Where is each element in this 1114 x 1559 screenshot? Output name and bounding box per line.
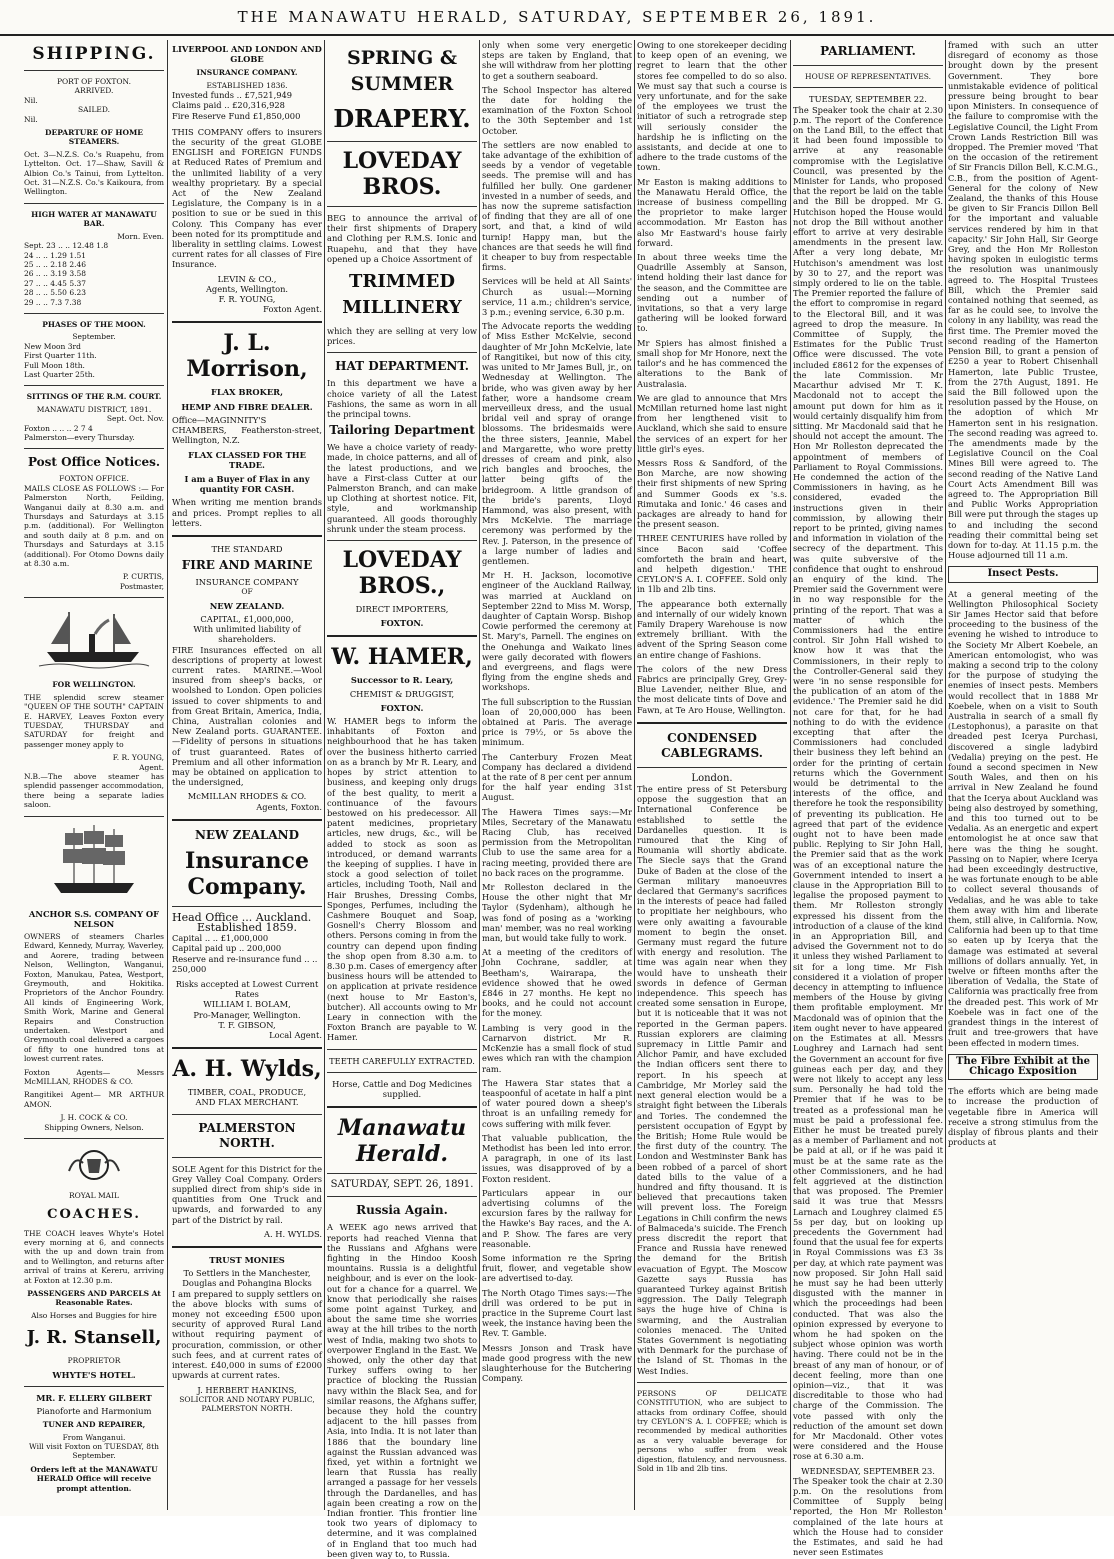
column-rule (479, 40, 480, 1510)
hemp-dealer: HEMP AND FIBRE DEALER. (181, 401, 313, 412)
article-para: only when some very energetic steps are taken by England, that she will withdraw from her plotting to get a southern seaboard. (482, 40, 632, 81)
tide-row: 28 .. .. 5.50 6.23 (24, 288, 87, 298)
tailoring-text: We have a choice variety of ready-made, in choice patterns, and all of the latest productions, and we have a First-class Cutter at our Palmerston Branch, and can make up Clothing at shortest notice. Fit, style, and workmanship guaranteed. All goods thoroughly shrunk under the steam process. (327, 442, 477, 534)
court-district: MANAWATU DISTRICT, 1891. (36, 404, 152, 414)
article-para: Mr Spiers has almost finished a small shop for Mr Honore, next the tailor's and he has commenced the alterations to the Bank of Australasia. (637, 337, 787, 389)
mcmillan: McMILLAN RHODES & CO. (187, 791, 307, 802)
morrison: J. L. Morrison, (186, 330, 308, 383)
flax-merchant: AND FLAX MERCHANT. (195, 1097, 299, 1108)
hamer: W. HAMER, (331, 644, 473, 671)
steamer-icon (39, 604, 149, 674)
article-para: The North Otago Times says:—The drill was ordered to be put in practice in the Supreme Court last week, the instance having been the Rev. T. Gamble. (482, 1287, 632, 1339)
court-foxton: Foxton .. .. .. 2 7 4 (24, 423, 93, 433)
house-title: HOUSE OF REPRESENTATIVES. (805, 72, 931, 81)
insurance-company: INSURANCE COMPANY (195, 577, 299, 588)
article-para: The settlers are now enabled to take advantage of the exhibition of seeds by a vendor of vegetable seeds. The premise will and has fulfilled her bully. One gardener invested in a number of seeds, and has now the supreme satisfaction of finding that they are all of one sort, and that, a kind of wild turnip! Happy man, but the chances are that seeds he will find it cheaper to buy from respectable firms. (482, 139, 632, 273)
tuesday-heading: TUESDAY, SEPTEMBER 22. (809, 94, 927, 105)
post-office: FOXTON OFFICE. (59, 474, 129, 484)
moon-month: September. (72, 332, 116, 342)
wellington-title: FOR WELLINGTON. (52, 680, 136, 690)
herald-title: Manawatu Herald. (337, 1115, 467, 1168)
established: ESTABLISHED 1836. (206, 80, 288, 90)
bolam-role: Pro-Manager, Wellington. (193, 1009, 301, 1020)
nz-ins-title: NEW ZEALAND (194, 827, 300, 842)
article-para: The Hawera Star states that a teaspoonful of acetate in half a pint of water poured down a sheep's throat is an unfailing remedy for cows suffering with milk fever. (482, 1077, 632, 1129)
article-para: Messrs Ross & Sandford, of the Bon Marche, are now showing their first shipments of new Spring and Summer Goods ex 's.s. Rimutaka and Ionic.' 46 cases and packages are already to hand for the present season. (637, 457, 787, 530)
moon-row: First Quarter 11th. (24, 351, 97, 361)
russia-title: Russia Again. (356, 1203, 448, 1218)
invested-funds: Invested funds .. £7,521,949 (172, 90, 293, 101)
fire-text: FIRE Insurances effected on all descriptions of property at lowest current rates. MARINE.—Wool insured from sheep's backs, or woolshed to London. Open policies issued to cover shipments to and from Great Britain, America, India, China, Australian colonies and New Zealand ports. GUARANTEE.—Fidelity of persons in situations of trust guaranteed. Rates of Premium and all other information may be obtained on application to the undersigned, (172, 644, 322, 788)
liverpool-title: LIVERPOOL AND LONDON AND GLOBE (172, 44, 322, 65)
departure-text: Oct. 3—N.Z.S. Co.'s Ruapehu, from Lyttelton. Oct. 17—Shaw, Savill & Albion Co.'s Tainui, from Lyttelton. Oct. 31—N.Z.S. Co.'s Kaikoura, from Wellington. (24, 149, 164, 197)
court-palmerston: Palmerston—every Thursday. (24, 433, 135, 442)
moon-row: Last Quarter 25th. (24, 369, 95, 379)
article-para: The Hawera Times says:—Mr Miles, Secretary of the Manawatu Racing Club, has received permission from the Metropolitan Club to use the same area for a racing meeting, provided there are no back races on the programme. (482, 806, 632, 878)
risks: Risks accepted at Lowest Current Rates (175, 979, 319, 1000)
hamer-foxton: FOXTON. (380, 702, 424, 713)
palmerston: PALMERSTON NORTH. (198, 1120, 296, 1150)
moon-row: Full Moon 18th. (24, 360, 85, 370)
young: F. R. YOUNG, (218, 294, 276, 305)
hankins-role: SOLICITOR AND NOTARY PUBLIC, (179, 1394, 315, 1404)
capital: CAPITAL, £1,000,000, (200, 613, 294, 624)
parliament-text: The Speaker took the chair at 2.30 p.m. The report of the Conference on the Land Bill, to the effect that it had been found impossible to arrive at any reasonable compromise with the Legislative Council, was presented by the Minister for Lands, who proposed that the report be laid on the table and the Bill be dropped. Mr G. Hutchison hoped the House would not drop the Bill without another effort to arrive at very desirable amendments in the present law. After a very long debate, Mr Hutchison's amendment was lost by 30 to 27, and the report was simply ordered to lie on the table. The Premier reported the failure of the effort to compromise in regard to the Electoral Bill, and it was agreed to drop the measure. In Committee of Supply, the Estimates for the Public Trust Office were discussed. The vote included £8612 for the expenses of the late Commission. Mr Macarthur advised Mr T. K. Macdonald not to accept the amount put down for him as it would certainly disqualify him from sitting. Mr Macdonald said that he should not accept the amount. The Hon Mr Rolleston deprecated the appointment of members of Parliament to Royal Commissions. He condemned the action of the Commissioners in having, as he considered, evaded the instructions given in their commission, by allowing their report to be printed, giving names and information in violation of the secrecy of the department. This was quite subversive of the confidence that ought to enshroud an enquiry of the kind. The Premier said the Government were in no way responsible for the printing of the report. That was a matter of which the Commissioners had the entire control. Sir John Hall wished to know how it was that the Commissioners, in their reply to the Controller-General said they were 'in no sense responsible for the publication of an atom of the evidence.' The Premier said he did not care for that, for he had nothing to do with the evidence excepting that after the Commissioners had concluded their business they left behind an order for the printing of certain returns which the Government would be detrimental to the interests of the office, and therefore he took the responsibility of preventing its publication. He agreed that part of the evidence ought not to have been made public. Replying to Sir John Hall, the Premier said that as the work was of an exceptional nature the Government intended to insert a clause in the Appropriation Bill to legalise the proposed payment to them. Mr Rolleston strongly expressed his dissent from the introduction of a clause of the kind in an Appropriation Bill, and advised the Government not to do it unless they wished Parliament to sit for a long time. Mr Fish considered it a violation of proper decency in attempting to influence members of the House by giving them profitable employment. Mr Macdonald was of opinion that the item ought never to have appeared on the Estimates at all. Messrs Loughrey and Larnach had sent the Government an account for five guineas each per day, and they were not likely to accept any less sum. Personally he had told the Premier that if he was to be treated as a professional man he must be paid a professional fee. Either he must be treated purely as a member of Parliament and not be paid at all, or if he was paid it must be at the same rate as the other Commissioners, and he had felt aggrieved at the distinction that was proposed. The Premier said it was true that Messrs Larnach and Loughrey claimed £5 5s per day, but on looking up precedents the Government had found that the usual fee for experts in Royal Commissions was £3 3s per day, at which rate payment was now proposed. Sir John Hall said he must say he had been utterly disgusted with the manner in which the proceedings had been conducted. That was also the opinion expressed by everyone to whom he had spoken on the subject whose opinion was worth having. There could not be in the breast of any man of honour, or of decent feeling, more than one opinion—viz., that it was discreditable to those who had charge of the Commission. The vote passed with only the reduction of the amount set down for Mr Macdonald. Other votes were considered and the House rose at 6.30 a.m. (793, 104, 943, 1462)
article-para: That valuable publication, the Methodist has been led into error. A paragraph, in one of its last issues, was disapproved of by a Foxton resident. (482, 1132, 632, 1184)
steamer-illustration (39, 604, 149, 674)
tide-row: 29 .. .. 7.3 7.38 (24, 297, 82, 307)
article-para: Lambing is very good in the Carnarvon district. Mr R. McKenzie has a small flock of stud ewes which ran with the champion ram. (482, 1022, 632, 1074)
drapery: DRAPERY. (333, 104, 471, 133)
wellington-agent: F. R. YOUNG, (112, 753, 164, 763)
capital-row: Capital .. .. £1,000,000 (172, 933, 269, 944)
trust-sub: To Settlers in the Manchester, Douglas and Pohangina Blocks (182, 1268, 312, 1289)
wellington-nb: N.B.—The above steamer has splendid passenger accommodation, there being a separate ladies saloon. (24, 771, 164, 810)
anchor-cook: J. H. COCK & CO. (60, 1113, 128, 1123)
head-office: Head Office ... Auckland. (172, 910, 312, 924)
column-4 (482, 40, 632, 1510)
teeth: TEETH CAREFULLY EXTRACTED. (329, 1055, 475, 1066)
hat-text: In this department we have a choice variety of all the Latest Fashions, the same as worn in all the principal towns. (327, 378, 477, 420)
sailed-label: SAILED. (77, 105, 111, 115)
buyer: I am a Buyer of Flax in any quantity FOR CASH. (184, 473, 310, 495)
masthead: THE MANAWATU HERALD, SATURDAY, SEPTEMBER 26, 1891. (0, 0, 1114, 36)
russia-text: A WEEK ago news arrived that reports had reached Vienna that the Russians and Afghans were fighting in the Hindoo Koosh mountains. Russia is a delightful neighbour, and is ever on the look-out for a chance for a quarrel. We know that periodically she raises some point against Turkey, and about the same time she worries away at the hill tribes to the north west of India, making two shots to overpower England in the East. We showed, only the other day that Turkey suffers owing to her practice of blocking the Russian navy within the Black Sea, and for similar reasons, the Afghans suffer, because they hold the country adjacent to the hill passes from Asia, into India. It is not later than 1886 that the boundary line against the Russian advanced was fixed, yet within a fortnight we learn that Russia has really arranged a passage for her vessels through the Dardanelles, and has again been creating a row on the Indian frontier. This frontier line took two years of diplomacy to determine, and it was complained of in England that too much had been given way to, to Russia. (327, 1222, 477, 1559)
gilbert-orders: Orders left at the MANAWATU HERALD Office will receive prompt attention. (30, 1464, 158, 1493)
departure-title: DEPARTURE OF HOME STEAMERS. (44, 128, 144, 147)
article-para: Mr H. H. Jackson, locomotive engineer of the Auckland Railway, was married at Auckland on September 22nd to Miss M. Worsp, daughter of Captain Worsp. Bishop Cowie performed the ceremony at St. Mary's, Parnell. The engines on the Onehunga and Waikato lines were gaily decorated with flowers and evergreens, and flags were flying from the engine sheds and workshops. (482, 570, 632, 693)
stansell: J. R. Stansell, (26, 1327, 162, 1349)
crest-icon (39, 1145, 149, 1185)
tide-title: HIGH WATER AT MANAWATU BAR. (31, 209, 157, 229)
anchor-title: ANCHOR S.S. COMPANY OF NELSON (28, 908, 160, 929)
article-para: Particulars appear in our advertising columns of the excursion fares by the railway for the Hawke's Bay races, and the A. and P. Show. The fares are very reasonable. (482, 1187, 632, 1249)
fibre-text: The efforts which are being made to increase the production of vegetable fibre in America will receive a strong stimulus from the display of fibrous plants and their products at (948, 1086, 1098, 1148)
loveday-bros: LOVEDAY BROS. (342, 148, 462, 200)
hat-department: HAT DEPARTMENT. (335, 359, 469, 374)
article-para: The colors of the new Dress Fabrics are principally Grey, Grey-Blue Lavender, neither Blue, and the most delicate tints of Dove and Fawn, at Te Aro House, Wellington. (637, 663, 787, 715)
pests-title: Insect Pests. (948, 566, 1098, 582)
fibre-title: The Fibre Exhibit at the Chicago Exposition (948, 1054, 1098, 1080)
proprietor: PROPRIETOR (67, 1356, 121, 1366)
article-para: The Advocate reports the wedding of Miss Esther McKelvie, second daughter of Mr John McKelvie, late of Rangitikei, but now of this city, was united to Mr James Bull, jr., on Wednesday at Wellington. The bride, who was given away by her father, wore a handsome cream merveilleux dress, and the usual bridal veil and spray of orange blossoms. The bridesmaids were the three sisters, Jeannie, Mabel and Margarette, who wore pretty dresses of cream and pink, also rich bangles and brooches, the latter being gifts of the bridegroom. A little grandson of the bride's parents, Lloyd Hammond, was also present, with Mrs McKelvie. The marriage ceremony was performed by the Rev. J. Paterson, in the presence of a large number of ladies and gentlemen. (482, 321, 632, 566)
gilbert-tuner: TUNER AND REPAIRER, (42, 1420, 146, 1430)
trust-title: TRUST MONIES (209, 1255, 285, 1266)
young-role: Foxton Agent. (263, 304, 322, 315)
port-title: PORT OF FOXTON. (56, 77, 131, 86)
tide-row: 26 .. .. 3.19 3.58 (24, 269, 87, 279)
morrison-office: Office—MAGINNITY'S CHAMBERS, Featherston-street, Wellington, N.Z. (172, 414, 322, 446)
loveday-text: BEG to announce the arrival of their first shipments of Drapery and Clothing per R.M.S. Ionic and Ruapehu, and that they have opened up a Choice Assortment of (327, 213, 477, 264)
est1859: Established 1859. (197, 921, 297, 934)
wylds: A. H. Wylds, (172, 1056, 322, 1083)
column-rule (167, 40, 168, 1510)
arrived-label: ARRIVED. (74, 86, 114, 96)
hankins: J. HERBERT HANKINS, (197, 1384, 297, 1395)
gibson-role: Local Agent. (269, 1030, 322, 1041)
ins-company: Insurance Company. (185, 847, 309, 900)
liability: With unlimited liability of shareholders. (193, 624, 301, 645)
bolam: WILLIAM I. BOLAM, (203, 999, 291, 1010)
article-para: The Canterbury Frozen Meat Company has declared a dividend at the rate of 8 per cent per annum for the half year ending 31st August. (482, 751, 632, 803)
company-text: THIS COMPANY offers to insurers the security of the great GLOBE ENGLISH and FOREIGN FUNDS at Reduced Rates of Premium and the unlimited liability of a very wealthy proprietary. By a special Act of the New Zealand Legislature, the Company is in a position to sue or be sued in this Colony. This Company has ever been noted for its promptitude and liberality in settling claims. Lowest current rates for all classes of Fire Insurance. (172, 126, 322, 270)
claims-paid: Claims paid .. £20,316,928 (172, 100, 285, 111)
capital-paid-row: Capital paid up .. 200,000 (172, 943, 282, 954)
horse-medicines: Horse, Cattle and Dog Medicines supplied. (332, 1078, 472, 1099)
wylds-sign: A. H. WYLDS. (264, 1228, 322, 1239)
timber: TIMBER, COAL, PRODUCE, (187, 1087, 307, 1098)
article-para: In about three weeks time the Quadrille Assembly at Sanson, intend holding their last dance for the season, and the Committee are sending out a number of invitations, so that a very large gathering will be looked forward to. (637, 252, 787, 334)
issue-date: SATURDAY, SEPT. 26, 1891. (330, 1179, 474, 1191)
trust-text: I am prepared to supply settlers on the above blocks with sums of money not exceeding £500 upon security of approved Rural Land without requiring payment of procuration, commission, or other such fees, and at current rates of interest. £40,000 in sums of £2000 upwards at current rates. (172, 1288, 322, 1381)
pests-text: At a general meeting of the Wellington Philosophical Society Sir James Hector said that before proceeding to the business of the evening he wished to introduce to the Society Mr Albert Koebele, an American entomologist, who was making a second trip to the colony for the purpose of studying the enemies of insect pests. Members would recollect that in 1888 Mr Koebele, when on a visit to South Australia in search of a small fly (Lestophonus), a parasite on that dreaded pest Icerya Purchasi, discovered a single ladybird (Vedalia) preying on the pest. He found a second specimen in New South Wales, and then on his arrival in New Zealand he found that the Icerya about Auckland was being also destroyed by something, and this too turned out to be Vedalia. As an energetic and expert entomologist he at once saw that here was the thing he sought. Passing on to Napier, where Icerya had been exceedingly destructive, he was fortunate enough to be able to collect several thousands of Vedalias, and he was able to take them away with him and liberate them, still alive, in California. Now, California had been up to that time so eaten up by Icerya that the damage was estimated at several millions of dollars annually. Yet, in twelve or fifteen months after the liberation of Vedalia, the State of California was practically free from the dreaded pest. This work of Mr Koebele was in fact one of the grandest things in the interest of fruit and tree-growers that have been effected in modern times. (948, 588, 1098, 1048)
standard-title: THE STANDARD (211, 543, 283, 554)
article-para: The appearance both externally and internally of our widely known Family Drapery Warehouse is now extremely brilliant. With the advent of the Spring Season come an entire change of Fashions. (637, 598, 787, 660)
trimmed-millinery: TRIMMED MILLINERY (342, 271, 462, 319)
buyer-note: When writing me mention brands and prices. Prompt replies to all letters. (172, 497, 322, 528)
royal-arms-illustration (39, 1145, 149, 1185)
moon-title: PHASES OF THE MOON. (42, 319, 146, 329)
article-para: Mr Easton is making additions to the Manawatu Herald Office, the increase of business compelling the proprietor to make larger accommodation. Mr Easton has also Mr Eastward's house fairly forward. (637, 176, 787, 248)
chemist: CHEMIST & DRUGGIST, (349, 688, 455, 699)
tide-row: 25 .. .. 2.18 2.46 (24, 259, 87, 269)
tide-row: Sept. 23 .. .. 12.48 1.8 (24, 241, 109, 251)
column-7 (948, 40, 1098, 1510)
tide-head: Morn. Even. (117, 231, 164, 241)
anchor-cook-role: Shipping Owners, Nelson. (44, 1122, 144, 1132)
article-para: At a meeting of the creditors of John Cochrane, saddler, at Beetham's, Wairarapa, the evidence showed that he owed £846 in 27 months. He kept no books, and he could not account for the money. (482, 947, 632, 1019)
arrived-nil: Nil. (24, 95, 38, 105)
column-rule (634, 40, 635, 1510)
article-para: We are glad to announce that Mrs McMillan returned home last night from her lengthened visit to Auckland, which she said to ensure the services of an expert for her little girl's eyes. (637, 392, 787, 454)
levin: LEVIN & CO., (217, 273, 277, 284)
post-signed: P. CURTIS, (122, 572, 164, 582)
gilbert-title: MR. F. ELLERY GILBERT (36, 1392, 152, 1403)
gilbert-line: Pianoforte and Harmonium (36, 1405, 152, 1416)
reserve-row: Reserve and re-insurance fund .. .. 250,000 (172, 953, 318, 974)
gilbert-from: From Wanganui. (62, 1432, 126, 1442)
direct-importers: DIRECT IMPORTERS, (355, 604, 449, 615)
loveday-foxton: FOXTON. (380, 618, 424, 629)
hamer-text: W. HAMER begs to inform the inhabitants of Foxton and neighbourhood that he has taken over the business hitherto carried on as a branch by Mr R. Leary, and hopes by strict attention to business, and keeping only drugs of the best quality, to merit a continuance of the favours bestowed on his predecessor. All patent medicines, proprietary articles, new drugs, &c., will be added to stock as soon as introduced, or demand warrants the keeping of supplies. I have in stock a good selection of toilet articles, including Tooth, Nail and Hair Brushes, Dressing Combs, Sponges, Perfumes, including the Cashmere Bouquet and Soap, Gosnell's Cherry Blossom and others. Persons coming in from the country can depend upon finding the shop open from 8.30 a.m. to 8.30 p.m. Cases of emergency after business hours will be attended to on application at private residence (next house to Mr Easton's, butcher). All accounts owing to Mr Leary in connection with the Foxton Branch are payable to W. Hamer. (327, 716, 477, 1043)
parliament-title: PARLIAMENT. (820, 44, 916, 58)
anchor-rangitikei: Rangitikei Agent— MR ARTHUR AMON. (24, 1090, 164, 1109)
post-text: MAILS CLOSE AS FOLLOWS :— For Palmerston North, Feilding, Wanganui daily at 8.30 a.m. and Thursdays and Saturdays at 3.15 p.m. (additional). For Wellington and south daily at 8 p.m. and on Thursdays and Saturdays at 3.15 (additional). For Otomo Downs daily at 8.30 a.m. (24, 483, 164, 569)
successor: Successor to R. Leary, (350, 675, 454, 686)
coaches-text: THE COACH leaves Whyte's Hotel every morning at 6, and connects with the up and down train from and to Wellington, and returns after arrival of trains at Kereru, arriving at Foxton at 12.30 p.m. (24, 1228, 164, 1285)
persons-text: PERSONS OF DELICATE CONSTITUTION, who are subject to attacks from ordinary Coffee, should try CEYLON'S A. I. COFFEE; which is recommended by medical authorities as a very valuable beverage for persons who suffer from weak digestion, flatulency, and nervousness. Sold in 1lb and 2lb tins. (637, 1388, 787, 1474)
article-para: Owing to one storekeeper deciding to keep open of an evening, we regret to learn that the other stores fee compelled to do so also. We must say that such a course is very unfortunate, and for the sake of the employees we trust the initiator of such a retrograde step will seriously consider the hardship he is inflicting on the assistants, and decide at one to adhere to the trade customs of the town. (637, 40, 787, 173)
anchor-text: OWNERS of steamers Charles Edward, Kennedy, Murray, Waverley, and Aorere, trading between Nelson, Wellington, Wanganui, Foxton, Manukau, Patea, Westport, Greymouth, and Hokitika. Proprietors of the Anchor Foundry. All kinds of Engineering Work, Smith Work, Marine and General Repairs and Construction undertaken. Westport and Greymouth coal delivered a cargoes of fifty to one hundred tons at lowest current rates. (24, 931, 164, 1064)
column-1 (24, 40, 164, 1510)
sailed-nil: Nil. (24, 114, 38, 124)
column-5 (637, 40, 787, 1510)
whytes-hotel: WHYTE'S HOTEL. (52, 1369, 136, 1380)
article-para: The full subscription to the Russian loan of 20,000,000 has been obtained at Paris. The average price is 79½, or 5s above the minimum. (482, 696, 632, 748)
royal-mail: ROYAL MAIL (69, 1191, 119, 1201)
selling-text: which they are selling at very low prices. (327, 326, 477, 347)
horses: Also Horses and Buggies for hire (31, 1310, 157, 1320)
coaches-title: COACHES. (47, 1206, 141, 1222)
fire-reserve: Fire Reserve Fund £1,850,000 (172, 110, 301, 121)
spring-summer: SPRING & SUMMER (346, 47, 458, 95)
article-para: Some information re the Spring fruit, flower, and vegetable show are advertised to-day. (482, 1252, 632, 1284)
anchor-agents: Foxton Agents— Messrs McMILLAN, RHODES & CO. (24, 1067, 164, 1087)
article-para: Services will be held at All Saints' Church as usual:—Morning service, 11 a.m.; children's service, 3 p.m.; evening service, 6.30 p.m. (482, 276, 632, 318)
article-para: The School Inspector has altered the date for holding the examination of the Foxton School to the 30th September and 1st October. (482, 84, 632, 136)
column-6 (793, 40, 943, 1558)
mcmillan-role: Agents, Foxton. (256, 801, 322, 812)
wellington-text: THE splendid screw steamer "QUEEN OF THE SOUTH" CAPTAIN E. HARVEY, Leaves Foxton every TUESDAY, THURSDAY and SATURDAY for freight and passenger money apply to (24, 692, 164, 749)
moon-row: New Moon 3rd (24, 341, 81, 351)
fire-marine: FIRE AND MARINE (181, 558, 313, 573)
article-para: THREE CENTURIES have rolled by since Bacon said 'Coffee comforteth the brain and heart, and helpeth digestion.' THE CEYLON'S A. I. COFFEE. Sold only in 1lb and 2lb tins. (637, 533, 787, 595)
hankins-place: PALMERSTON NORTH. (201, 1404, 293, 1414)
article-para: Mr Rolleston declared in the House the other night that Mr Taylor (Sydenham), although he was fond of posing as a 'working man' member, was no real working man, but would take fully to work. (482, 882, 632, 944)
sole-agent: SOLE Agent for this District for the Grey Valley Coal Company. Orders supplied direct from ship's side in quantities from One Truck and upwards, and forwarded to any part of the District by rail. (172, 1163, 322, 1225)
sailing-ship-icon (39, 823, 149, 903)
post-role: Postmaster, (119, 581, 164, 591)
nz: NEW ZEALAND. (209, 600, 285, 611)
levin-role: Agents, Wellington. (205, 283, 289, 294)
flax-classed: FLAX CLASSED FOR THE TRADE. (188, 449, 306, 470)
column-rule (790, 40, 791, 1510)
loveday-bros-footer: LOVEDAY BROS., (342, 547, 462, 600)
gilbert-visit: Will visit Foxton on TUESDAY, 8th September. (29, 1441, 159, 1461)
sailing-ship-illustration (39, 823, 149, 903)
tide-row: 24 .. .. 1.29 1.51 (24, 250, 87, 260)
wednesday-heading: WEDNESDAY, SEPTEMBER 23. (801, 1465, 935, 1476)
parliament-continued: framed with such an utter disregard of economy as those brought down by the present Government. They bore unmistakable evidence of political pressure being brought to bear upon Ministers. In consequence of the failure to compromise with the Legislative Council, the Light From Crown Lands Restriction Bill was dropped. The Premier moved 'That on the occasion of the retirement of Sir Francis Dillon Bell, K.C.M.G., C.B., from the position of Agent-General for the colony of New Zealand, the thanks of this House be given to Sir Francis Dillon Bell for the important and valuable services rendered by him in that capacity.' Sir John Hall, Sir George Grey, and the Hon Mr Rolleston having spoken in eulogistic terms the resolution was unanimously agreed to. The Hospital Trustees Bill, which the Premier said contained nothing that seemed, as far as he could see, to involve the colony in any liability, was read the first time. The Premier moved the second reading of the Hamerton Pension Bill, to grant a pension of £250 a year to Robert Chisenhall Hamerton, late Public Trustee, from the 27th August, 1891. He said the Bill followed upon the resolution passed by the House, on the adoption of which Mr Hamerton sent in his resignation. The second reading was agreed to. The amendments made by the Legislative Council on the Coal Mines Bill were agreed to. The second reading of the Native Land Court Acts Amendment Bill was agreed to. The Appropriation Bill and Public Works Appropriation Bill were put through the stages up to and including the second reading their committal being set down for to-day. At 11.15 p.m. the House adjourned till 11 a.m. (948, 40, 1098, 561)
of: OF (241, 587, 253, 597)
column-rule (945, 40, 946, 1510)
cable-title: CONDENSED CABLEGRAMS. (661, 730, 763, 760)
tide-row: 27 .. .. 4.45 5.37 (24, 278, 87, 288)
court-title: SITTINGS OF THE R.M. COURT. (26, 392, 162, 402)
court-head: Sept. Oct. Nov. (106, 414, 164, 424)
cable-text: The entire press of St Petersburg oppose the suggestion that an International Conference be established to settle the Dardanelles question. It is rumoured that the King of Roumania will shortly abdicate. The Siecle says that the Grand Duke of Baden at the close of the German military manoeuvres declared that Germany's sacrifices in the interests of peace had failed to propitiate her neighbours, who were only awaiting a favourable moment to begin the onset. Germany must regard the future with energy and resolution. The time was again near when they would have to unsheath their swords in defence of German independence. This speech has created some sensation in Europe, but it is noticeable that it was not reported in the German papers. Russian explorers are claiming supremacy in Little Pamir and Alichor Pamir, and have excluded the Indian officers sent there to report. In his speech at Cambridge, Mr Morley said the next general election would be a straight fight between the Liberals and Tories. The condemned the persistent occupation of Egypt by the British; Home Rule would be the first duty of the country. The London and Westminster Bank has been robbed of a parcel of short dated bills to the value of a hundred and fifty thousand. It is believed that precautions taken will prevent loss. The Foreign Legations in Chili confirm the news of Balmaceda's suicide. The French press discredit the report that France and Russia have renewed the demand for the British evacuation of Egypt. The Moscow Gazette says Russia has guaranteed Turkey against British aggression. The Daily Telegraph says the huge hive of China is swarming, and the Australian colonies menaced. The United States Government is negotiating with Denmark for the purchase of the Island of St. Thomas in the West Indies. (637, 784, 787, 1376)
flax-broker: FLAX BROKER, (211, 387, 283, 398)
column-3 (327, 40, 477, 1559)
parliament-text-2: The Speaker took the chair at 2.30 p.m. On the resolutions from Committee of Supply being reported, the Hon Mr Rolleston complained of the late hours at which the House had to consider the Estimates, and said he had never seen Estimates (793, 1475, 943, 1558)
parcels: PASSENGERS AND PARCELS At Reasonable Rates. (27, 1288, 161, 1308)
column-2 (172, 40, 322, 1510)
article-para: Messrs Jonson and Trask have made good progress with the new slaughterhouse for the Butchering Company. (482, 1342, 632, 1384)
liverpool-sub: INSURANCE COMPANY. (196, 68, 298, 78)
gibson: T. F. GIBSON, (218, 1019, 276, 1030)
column-rule (324, 40, 325, 1510)
shipping-title: SHIPPING. (32, 44, 156, 64)
post-title: Post Office Notices. (27, 455, 161, 470)
wellington-agent-role: Agent. (139, 762, 164, 772)
cable-place: London. (691, 772, 733, 784)
tailoring-department: Tailoring Department (329, 423, 475, 438)
